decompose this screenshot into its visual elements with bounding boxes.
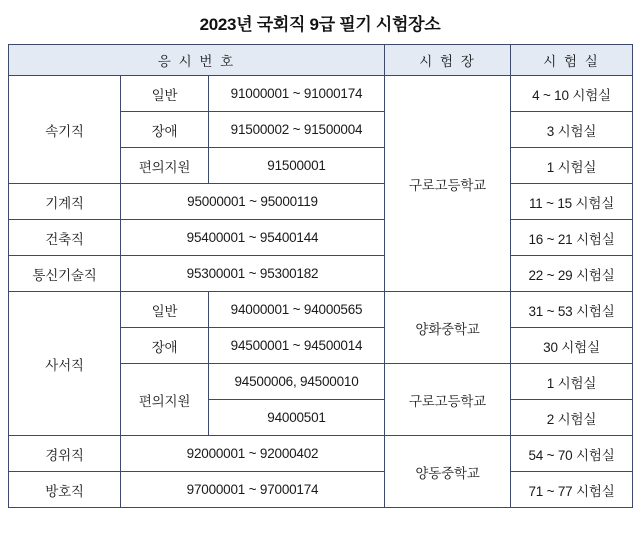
- room-sokgi-pyeoni: 1 시험실: [511, 148, 633, 184]
- place-guro-2: 구로고등학교: [385, 364, 511, 436]
- number-sokgi-pyeoni: 91500001: [209, 148, 385, 184]
- job-tongsin: 통신기술직: [9, 256, 121, 292]
- type-sokgi-ilban: 일반: [121, 76, 209, 112]
- number-saseo-pyeoni-2: 94000501: [209, 400, 385, 436]
- job-gyeongwi: 경위직: [9, 436, 121, 472]
- exam-location-table: [8, 44, 633, 508]
- number-bangho: 97000001 ~ 97000174: [121, 472, 385, 508]
- column-header-number: 응 시 번 호: [9, 45, 385, 76]
- job-bangho: 방호직: [9, 472, 121, 508]
- place-yanghwa: 양화중학교: [385, 292, 511, 364]
- type-sokgi-pyeoni: 편의지원: [121, 148, 209, 184]
- place-guro: 구로고등학교: [385, 76, 511, 292]
- type-sokgi-jangae: 장애: [121, 112, 209, 148]
- job-gigye: 기계직: [9, 184, 121, 220]
- number-saseo-ilban: 94000001 ~ 94000565: [209, 292, 385, 328]
- page-title: 2023년 국회직 9급 필기 시험장소: [199, 15, 441, 34]
- type-saseo-jangae: 장애: [121, 328, 209, 364]
- table-row: [9, 184, 633, 220]
- table-row: [9, 256, 633, 292]
- table-row: [9, 76, 633, 112]
- table-row: [9, 220, 633, 256]
- room-saseo-pyeoni-2: 2 시험실: [511, 400, 633, 436]
- table-row: [9, 292, 633, 328]
- table-header-row: [9, 45, 633, 76]
- job-sokgi: 속기직: [9, 76, 121, 184]
- column-header-place: 시 험 장: [385, 45, 511, 76]
- job-saseo: 사서직: [9, 292, 121, 436]
- room-gigye: 11 ~ 15 시험실: [511, 184, 633, 220]
- table-row: [9, 472, 633, 508]
- number-sokgi-ilban: 91000001 ~ 91000174: [209, 76, 385, 112]
- job-geonchuk: 건축직: [9, 220, 121, 256]
- room-tongsin: 22 ~ 29 시험실: [511, 256, 633, 292]
- room-bangho: 71 ~ 77 시험실: [511, 472, 633, 508]
- number-gigye: 95000001 ~ 95000119: [121, 184, 385, 220]
- room-saseo-jangae: 30 시험실: [511, 328, 633, 364]
- number-saseo-jangae: 94500001 ~ 94500014: [209, 328, 385, 364]
- number-saseo-pyeoni-1: 94500006, 94500010: [209, 364, 385, 400]
- number-gyeongwi: 92000001 ~ 92000402: [121, 436, 385, 472]
- room-saseo-ilban: 31 ~ 53 시험실: [511, 292, 633, 328]
- number-tongsin: 95300001 ~ 95300182: [121, 256, 385, 292]
- place-yangdong: 양동중학교: [385, 436, 511, 508]
- room-sokgi-jangae: 3 시험실: [511, 112, 633, 148]
- room-gyeongwi: 54 ~ 70 시험실: [511, 436, 633, 472]
- table-row: [9, 436, 633, 472]
- type-saseo-ilban: 일반: [121, 292, 209, 328]
- type-saseo-pyeoni: 편의지원: [121, 364, 209, 436]
- room-saseo-pyeoni-1: 1 시험실: [511, 364, 633, 400]
- number-geonchuk: 95400001 ~ 95400144: [121, 220, 385, 256]
- room-sokgi-ilban: 4 ~ 10 시험실: [511, 76, 633, 112]
- room-geonchuk: 16 ~ 21 시험실: [511, 220, 633, 256]
- column-header-room: 시 험 실: [511, 45, 633, 76]
- number-sokgi-jangae: 91500002 ~ 91500004: [209, 112, 385, 148]
